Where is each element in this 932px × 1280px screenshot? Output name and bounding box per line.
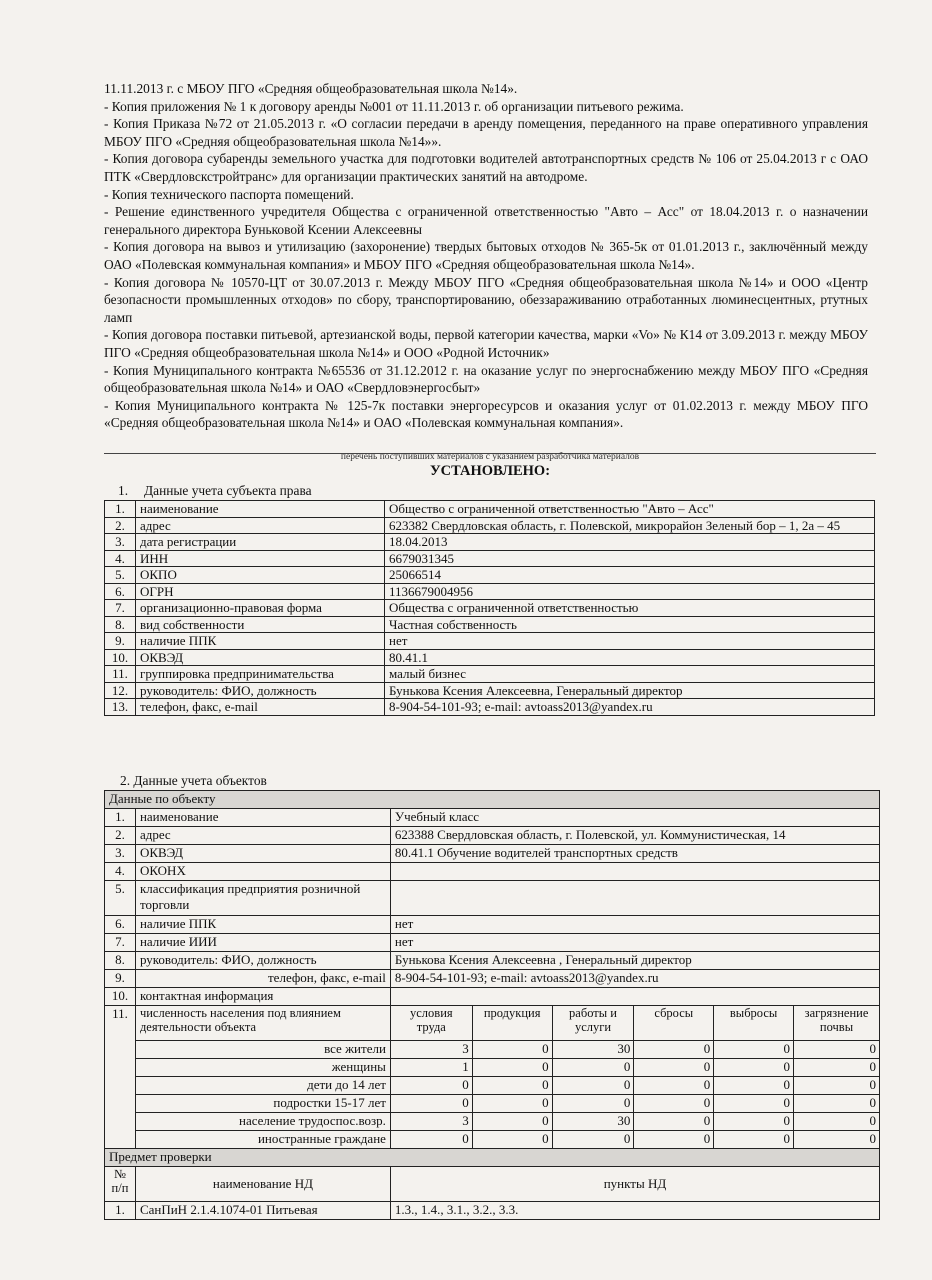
- population-header-row: [105, 1006, 880, 1041]
- separator-caption: перечень поступивших материалов с указанием разработчика материалов: [340, 452, 640, 462]
- population-column-header: условия труда: [390, 1006, 472, 1041]
- population-value: 1: [390, 1059, 472, 1077]
- row-label: ОКВЭД: [135, 845, 390, 863]
- population-value: 0: [472, 1077, 552, 1095]
- subject-row: [105, 567, 875, 584]
- row-value: Частная собственность: [385, 616, 875, 633]
- population-column-header: выбросы: [714, 1006, 794, 1041]
- row-number: 7.: [105, 600, 136, 617]
- materials-item: - Копия Муниципального контракта №65536 от 31.12.2012 г. на оказание услуг по энергоснабжению между МБОУ ПГО «Средняя общеобразовательная школа №14» и ОАО «Свердловэнергосбыт»: [104, 362, 868, 396]
- row-label: руководитель: ФИО, должность: [135, 952, 390, 970]
- population-value: 0: [390, 1077, 472, 1095]
- row-label: ИНН: [136, 550, 385, 567]
- row-value: 8-904-54-101-93; e-mail: avtoass2013@yandex.ru: [390, 970, 879, 988]
- row-label: наличие ИИИ: [135, 934, 390, 952]
- materials-item: - Копия приложения № 1 к договору аренды №001 от 11.11.2013 г. об организации питьевого режима.: [104, 98, 684, 114]
- row-number: 11.: [105, 1006, 136, 1149]
- object-row: [105, 970, 880, 988]
- materials-item: 11.11.2013 г. с МБОУ ПГО «Средняя общеобразовательная школа №14».: [104, 81, 518, 96]
- section1-title-text: Данные учета субъекта права: [144, 483, 312, 498]
- row-value: нет: [390, 934, 879, 952]
- row-value: 623382 Свердловская область, г. Полевской, микрорайон Зеленый бор – 1, 2а – 45: [385, 517, 875, 534]
- section-heading: УСТАНОВЛЕНО:: [429, 463, 551, 479]
- row-value: 6679031345: [385, 550, 875, 567]
- object-row: [105, 827, 880, 845]
- population-value: 0: [634, 1059, 714, 1077]
- row-label: адрес: [136, 517, 385, 534]
- row-number: 9.: [105, 970, 136, 988]
- row-number: 11.: [105, 666, 136, 683]
- population-value: 0: [634, 1113, 714, 1131]
- population-value: 0: [552, 1059, 634, 1077]
- row-label: наименование: [136, 501, 385, 518]
- section1-title: [104, 483, 312, 499]
- population-value: 0: [634, 1095, 714, 1113]
- row-value: 80.41.1 Обучение водителей транспортных средств: [390, 845, 879, 863]
- subject-row: [105, 633, 875, 650]
- row-value: [390, 863, 879, 881]
- inspection-col-points: пункты НД: [390, 1167, 879, 1202]
- row-label: ОКОНХ: [135, 863, 390, 881]
- row-label: адрес: [135, 827, 390, 845]
- population-value: 30: [552, 1113, 634, 1131]
- population-value: 0: [634, 1077, 714, 1095]
- row-label: ОКВЭД: [136, 649, 385, 666]
- section1-number: 1.: [118, 483, 129, 498]
- materials-item: - Копия договора поставки питьевой, артезианской воды, первой категории качества, марки «Vo» № К14 от 3.09.2013 г. между МБОУ ПГО «Средняя общеобразовательная школа №14» и ООО «Родной Источник»: [104, 327, 868, 360]
- object-row: [105, 809, 880, 827]
- population-column-header: работы и услуги: [552, 1006, 634, 1041]
- row-value: 8-904-54-101-93; e-mail: avtoass2013@yandex.ru: [385, 699, 875, 716]
- row-value: 1136679004956: [385, 583, 875, 600]
- row-number: 10.: [105, 649, 136, 666]
- row-label: группировка предпринимательства: [136, 666, 385, 683]
- population-label: численность населения под влиянием деятельности объекта: [135, 1006, 390, 1041]
- row-number: 4.: [105, 863, 136, 881]
- population-group: подростки 15-17 лет: [135, 1095, 390, 1113]
- row-value: [390, 881, 879, 916]
- row-number: 1.: [105, 501, 136, 518]
- subject-row: [105, 517, 875, 534]
- materials-item: - Решение единственного учредителя Общества с ограниченной ответственностью "Авто – Асс" от 18.04.2013 г. о назначении генерального директора Буньковой Ксении Алексеевны: [104, 204, 868, 237]
- object-row: [105, 845, 880, 863]
- population-group: все жители: [135, 1041, 390, 1059]
- object-row: [105, 988, 880, 1006]
- population-group: иностранные граждане: [135, 1131, 390, 1149]
- population-column-header: продукция: [472, 1006, 552, 1041]
- inspection-header-row: [105, 1149, 880, 1167]
- row-value: малый бизнес: [385, 666, 875, 683]
- object-row: [105, 952, 880, 970]
- row-number: 7.: [105, 934, 136, 952]
- row-value: Бунькова Ксения Алексеевна , Генеральный директор: [390, 952, 879, 970]
- population-value: 0: [714, 1077, 794, 1095]
- inspection-header: Предмет проверки: [105, 1149, 880, 1167]
- population-value: 3: [390, 1041, 472, 1059]
- population-value: 0: [794, 1077, 880, 1095]
- row-number: 1.: [105, 1202, 136, 1220]
- population-column-header: загрязнение почвы: [794, 1006, 880, 1041]
- row-value: 25066514: [385, 567, 875, 584]
- population-row: [105, 1077, 880, 1095]
- row-number: 13.: [105, 699, 136, 716]
- population-row: [105, 1113, 880, 1131]
- population-value: 0: [552, 1077, 634, 1095]
- row-value: нет: [385, 633, 875, 650]
- population-value: 0: [390, 1095, 472, 1113]
- row-label: вид собственности: [136, 616, 385, 633]
- row-label: телефон, факс, e-mail: [136, 699, 385, 716]
- row-label: телефон, факс, e-mail: [135, 970, 390, 988]
- population-value: 0: [794, 1059, 880, 1077]
- object-data-table: [104, 790, 880, 1220]
- materials-item: - Копия договора на вывоз и утилизацию (захоронение) твердых бытовых отходов № 365-5к от 01.01.2013 г., заключённый между ОАО «Полевская коммунальная компания» и МБОУ ПГО «Средняя общеобразовательная школа №14».: [104, 239, 868, 272]
- population-value: 0: [794, 1095, 880, 1113]
- population-row: [105, 1131, 880, 1149]
- population-group: население трудоспос.возр.: [135, 1113, 390, 1131]
- subject-data-table: [104, 500, 875, 716]
- object-row: [105, 934, 880, 952]
- row-label: организационно-правовая форма: [136, 600, 385, 617]
- row-value: [390, 988, 879, 1006]
- population-value: 0: [794, 1131, 880, 1149]
- materials-item: - Копия технического паспорта помещений.: [104, 186, 354, 202]
- object-header: Данные по объекту: [105, 791, 880, 809]
- row-label: наличие ППК: [136, 633, 385, 650]
- section2-title: 2. Данные учета объектов: [120, 773, 267, 788]
- materials-item: - Копия договора № 10570-ЦТ от 30.07.2013 г. Между МБОУ ПГО «Средняя общеобразовательная школа №14» и ООО «Центр безопасности промышленных отходов» по сбору, транспортированию, обеззараживанию отработанных люминесцентных, ртутных ламп: [104, 274, 868, 325]
- population-value: 30: [552, 1041, 634, 1059]
- row-value: Учебный класс: [390, 809, 879, 827]
- population-value: 0: [794, 1041, 880, 1059]
- population-row: [105, 1095, 880, 1113]
- population-value: 0: [634, 1041, 714, 1059]
- row-value: 18.04.2013: [385, 534, 875, 551]
- row-number: 6.: [105, 583, 136, 600]
- row-value: 623388 Свердловская область, г. Полевской, ул. Коммунистическая, 14: [390, 827, 879, 845]
- inspection-row: [105, 1202, 880, 1220]
- population-value: 0: [472, 1113, 552, 1131]
- population-value: 0: [714, 1095, 794, 1113]
- inspection-col-number: № п/п: [105, 1167, 136, 1202]
- row-number: 5.: [105, 881, 136, 916]
- row-label: классификация предприятия розничной торговли: [135, 881, 390, 916]
- object-row: [105, 863, 880, 881]
- population-value: 3: [390, 1113, 472, 1131]
- population-row: [105, 1041, 880, 1059]
- population-value: 0: [634, 1131, 714, 1149]
- row-label: дата регистрации: [136, 534, 385, 551]
- row-number: 8.: [105, 952, 136, 970]
- row-number: 1.: [105, 809, 136, 827]
- population-value: 0: [552, 1095, 634, 1113]
- materials-item: - Копия Муниципального контракта № 125-7к поставки энергоресурсов и оказания услуг от 01.02.2013 г. между МБОУ ПГО «Средняя общеобразовательная школа №14» и ОАО «Полевская коммунальная компания».: [104, 397, 868, 431]
- population-value: 0: [472, 1131, 552, 1149]
- row-label: наличие ППК: [135, 916, 390, 934]
- row-number: 9.: [105, 633, 136, 650]
- population-value: 0: [714, 1059, 794, 1077]
- row-number: 2.: [105, 827, 136, 845]
- inspection-col-name: наименование НД: [135, 1167, 390, 1202]
- row-value: Общества с ограниченной ответственностью: [385, 600, 875, 617]
- subject-row: [105, 649, 875, 666]
- materials-list: [104, 80, 868, 432]
- population-value: 0: [714, 1041, 794, 1059]
- subject-row: [105, 616, 875, 633]
- row-label: наименование: [135, 809, 390, 827]
- population-value: 0: [794, 1113, 880, 1131]
- subject-row: [105, 550, 875, 567]
- row-value: 80.41.1: [385, 649, 875, 666]
- object-row: [105, 881, 880, 916]
- row-label: ОГРН: [136, 583, 385, 600]
- nd-points: 1.3., 1.4., 3.1., 3.2., 3.3.: [390, 1202, 879, 1220]
- population-row: [105, 1059, 880, 1077]
- row-number: 2.: [105, 517, 136, 534]
- population-value: 0: [472, 1041, 552, 1059]
- subject-row: [105, 682, 875, 699]
- row-number: 6.: [105, 916, 136, 934]
- row-value: Общество с ограниченной ответственностью "Авто – Асс": [385, 501, 875, 518]
- inspection-columns-row: [105, 1167, 880, 1202]
- subject-row: [105, 699, 875, 716]
- nd-name: СанПиН 2.1.4.1074-01 Питьевая: [135, 1202, 390, 1220]
- row-value: нет: [390, 916, 879, 934]
- population-value: 0: [472, 1095, 552, 1113]
- object-header-row: [105, 791, 880, 809]
- subject-row: [105, 666, 875, 683]
- row-number: 4.: [105, 550, 136, 567]
- row-number: 3.: [105, 845, 136, 863]
- row-number: 5.: [105, 567, 136, 584]
- population-value: 0: [552, 1131, 634, 1149]
- object-row: [105, 916, 880, 934]
- population-group: женщины: [135, 1059, 390, 1077]
- subject-row: [105, 583, 875, 600]
- row-label: руководитель: ФИО, должность: [136, 682, 385, 699]
- row-label: ОКПО: [136, 567, 385, 584]
- subject-row: [105, 534, 875, 551]
- population-value: 0: [714, 1131, 794, 1149]
- row-number: 10.: [105, 988, 136, 1006]
- row-number: 8.: [105, 616, 136, 633]
- materials-item: - Копия договора субаренды земельного участка для подготовки водителей автотранспортных средств № 106 от 25.04.2013 г с ОАО ПТК «Свердловскстройтранс» для организации практических занятий на автодроме.: [104, 151, 868, 184]
- row-number: 12.: [105, 682, 136, 699]
- row-label: контактная информация: [135, 988, 390, 1006]
- population-value: 0: [472, 1059, 552, 1077]
- row-number: 3.: [105, 534, 136, 551]
- population-value: 0: [714, 1113, 794, 1131]
- population-group: дети до 14 лет: [135, 1077, 390, 1095]
- row-value: Бунькова Ксения Алексеевна, Генеральный директор: [385, 682, 875, 699]
- materials-item: - Копия Приказа №72 от 21.05.2013 г. «О согласии передачи в аренду помещения, переданного на праве оперативного управления МБОУ ПГО «Средняя общеобразовательная школа №14»».: [104, 116, 868, 149]
- subject-row: [105, 600, 875, 617]
- population-column-header: сбросы: [634, 1006, 714, 1041]
- population-value: 0: [390, 1131, 472, 1149]
- subject-row: [105, 501, 875, 518]
